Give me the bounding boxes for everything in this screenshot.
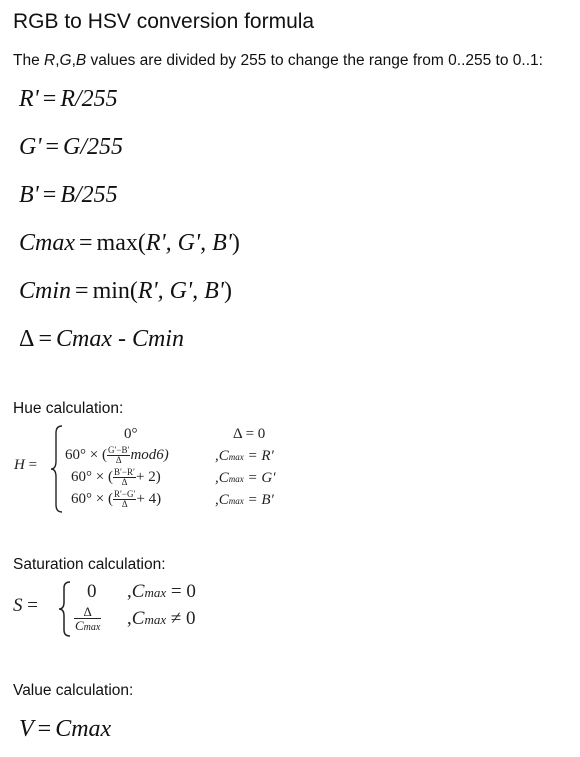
hue-case-3-condition <box>215 470 276 487</box>
hue-case-4-denominator: Δ <box>121 499 128 509</box>
value-rhs: Cmax <box>55 716 112 742</box>
g-prime-lhs: G' <box>19 134 42 160</box>
cmin-lhs: Cmin <box>19 278 72 304</box>
hue-case-4-fraction <box>113 490 137 509</box>
hue-case-3-value <box>71 468 161 487</box>
equation-cmin <box>19 278 232 305</box>
intro-r: R <box>44 52 56 69</box>
c-subscript: max <box>228 452 244 462</box>
c-subscript: max <box>228 496 244 506</box>
saturation-brace <box>58 581 72 637</box>
saturation-case-2-denominator <box>74 619 101 633</box>
comma: , <box>215 492 219 508</box>
equation-r-prime <box>19 86 118 113</box>
hue-case-3-cond-rhs: = G′ <box>247 470 276 486</box>
equation-b-prime <box>19 182 118 209</box>
saturation-heading: Saturation calculation: <box>13 556 166 573</box>
page-title: RGB to HSV conversion formula <box>13 10 315 33</box>
cmax-args: R', G', B' <box>145 230 232 256</box>
cmin-args: R', G', B' <box>137 278 224 304</box>
hue-case-1-value: 0° <box>124 426 138 442</box>
equals-sign: = <box>38 326 52 352</box>
equals-sign: = <box>37 716 52 742</box>
hue-case-4-cond-rhs: = B′ <box>247 492 274 508</box>
value-v: V <box>19 716 34 742</box>
hue-case-2-condition <box>215 448 274 465</box>
equals-sign: = <box>75 278 89 304</box>
hue-case-2-cond-rhs: = R′ <box>247 448 274 464</box>
hue-heading: Hue calculation: <box>13 400 124 417</box>
c-symbol: C <box>218 492 229 508</box>
saturation-case-2-condition <box>127 608 196 630</box>
cmax-function: max( <box>96 230 146 256</box>
hue-case-3-denominator: Δ <box>121 477 128 487</box>
equation-value <box>19 716 111 743</box>
b-prime-rhs: B/255 <box>60 182 118 208</box>
r-prime-rhs: R/255 <box>60 86 118 112</box>
equation-cmax <box>19 230 240 257</box>
hue-case-2-suffix: mod6) <box>130 446 169 463</box>
c-subscript: max <box>83 622 101 633</box>
c-symbol: C <box>131 608 145 629</box>
c-symbol: C <box>131 581 145 602</box>
hue-case-2-numerator: G′−B′ <box>107 445 130 455</box>
cmin-function: min( <box>92 278 138 304</box>
c-symbol: C <box>75 618 84 633</box>
saturation-s: S <box>13 595 23 616</box>
b-prime-lhs: B' <box>19 182 39 208</box>
saturation-case-1-condition <box>127 581 196 603</box>
cmax-close: ) <box>231 230 240 256</box>
delta-rhs: Cmax - Cmin <box>55 326 184 352</box>
comma: , <box>215 470 219 486</box>
hue-case-4-prefix: 60° × ( <box>71 490 113 507</box>
c-subscript: max <box>228 474 244 484</box>
saturation-case-1-value: 0 <box>87 581 97 602</box>
intro-comma-2: , <box>71 52 76 69</box>
c-subscript: max <box>144 612 167 627</box>
hue-case-3-numerator: B′−R′ <box>113 467 135 477</box>
intro-comma-1: , <box>55 52 60 69</box>
intro-text <box>13 52 543 70</box>
equals-sign: = <box>27 595 38 616</box>
comma: , <box>127 608 132 629</box>
hue-case-4-condition <box>215 492 274 509</box>
saturation-case-1-cond-rhs: = 0 <box>170 581 196 602</box>
hue-case-3-fraction <box>113 468 136 487</box>
hue-case-2-value <box>65 446 169 465</box>
hue-case-2-prefix: 60° × ( <box>65 446 107 463</box>
hue-case-4-suffix: + 4) <box>136 490 162 507</box>
c-symbol: C <box>218 448 229 464</box>
intro-b: B <box>75 52 87 69</box>
cmax-lhs: Cmax <box>19 230 75 256</box>
hue-brace <box>50 425 64 513</box>
comma: , <box>127 581 132 602</box>
saturation-case-2-value <box>74 605 101 633</box>
saturation-case-2-numerator: Δ <box>74 605 101 619</box>
delta-lhs: Δ <box>19 326 35 352</box>
hue-h: H <box>14 457 25 473</box>
comma: , <box>215 448 219 464</box>
c-subscript: max <box>144 585 167 600</box>
value-heading: Value calculation: <box>13 682 134 699</box>
equals-sign: = <box>28 457 38 473</box>
cmin-close: ) <box>223 278 232 304</box>
equation-delta <box>19 326 184 353</box>
c-symbol: C <box>218 470 229 486</box>
intro-before: The <box>13 52 45 69</box>
hue-case-3-suffix: + 2) <box>135 468 161 485</box>
equals-sign: = <box>42 182 57 208</box>
r-prime-lhs: R' <box>19 86 39 112</box>
equals-sign: = <box>42 86 57 112</box>
equals-sign: = <box>45 134 60 160</box>
hue-case-1-condition: Δ = 0 <box>233 426 266 442</box>
intro-after: values are divided by 255 to change the range from 0..255 to 0..1: <box>86 52 543 69</box>
intro-g: G <box>59 52 72 69</box>
hue-case-2-fraction <box>107 446 131 465</box>
saturation-case-2-fraction <box>74 605 101 633</box>
hue-case-4-value <box>71 490 161 509</box>
equals-sign: = <box>79 230 93 256</box>
hue-lhs <box>14 457 37 474</box>
g-prime-rhs: G/255 <box>63 134 124 160</box>
saturation-lhs <box>13 595 38 617</box>
hue-case-3-prefix: 60° × ( <box>71 468 113 485</box>
saturation-case-2-cond-rhs: ≠ 0 <box>170 608 196 629</box>
equation-g-prime <box>19 134 123 161</box>
hue-case-4-numerator: R′−G′ <box>113 489 136 499</box>
hue-case-2-denominator: Δ <box>115 455 122 465</box>
